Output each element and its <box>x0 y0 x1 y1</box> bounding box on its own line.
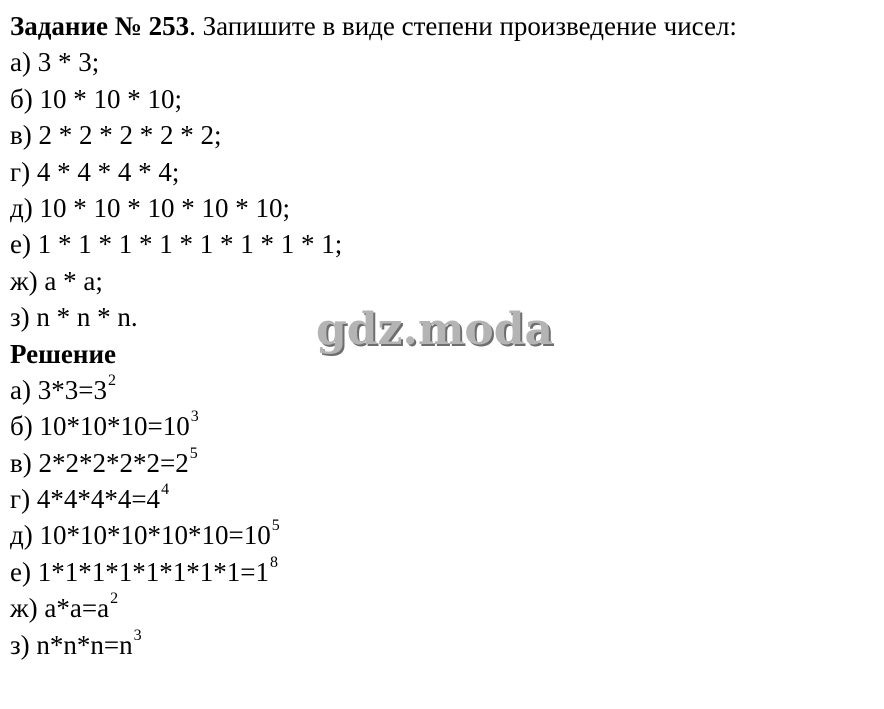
solution-item <box>10 445 880 481</box>
task-item-label: ж) <box>10 265 45 296</box>
solution-item <box>10 408 880 444</box>
task-title: Задание № 253 <box>10 11 190 41</box>
solution-item-expr: 10*10*10=10 <box>39 411 190 442</box>
solution-item-label: д) <box>10 520 40 551</box>
solution-item-label: е) <box>10 556 38 587</box>
task-header <box>10 8 880 44</box>
task-item <box>10 81 880 117</box>
solution-item-expr: n*n*n=n <box>36 629 133 660</box>
task-text: . Запишите в виде степени произведение чисел: <box>189 11 737 41</box>
task-item-label: в) <box>10 120 39 151</box>
solution-item-expr: a*a=a <box>44 593 110 624</box>
solution-item-label: а) <box>10 374 38 405</box>
task-item-label: а) <box>10 47 38 78</box>
exponent: 2 <box>110 590 119 608</box>
task-item-expr: n * n * n. <box>36 302 138 333</box>
task-item-expr: 2 * 2 * 2 * 2 * 2; <box>38 120 222 151</box>
task-item-expr: 3 * 3; <box>37 47 100 78</box>
exponent: 2 <box>107 371 116 389</box>
solution-item-label: г) <box>10 484 37 515</box>
task-item-label: г) <box>10 156 37 187</box>
exponent: 4 <box>161 481 170 499</box>
task-item <box>10 117 880 153</box>
exponent: 3 <box>133 626 142 644</box>
solution-item <box>10 590 880 626</box>
solution-item-label: з) <box>10 629 37 660</box>
solution-item-expr: 4*4*4*4=4 <box>36 484 161 515</box>
solution-heading: Решение <box>10 338 116 369</box>
task-item-expr: 10 * 10 * 10; <box>39 83 182 114</box>
task-item-expr: 10 * 10 * 10 * 10 * 10; <box>39 192 290 223</box>
solution-item <box>10 517 880 553</box>
solution-item-expr: 3*3=3 <box>37 374 107 405</box>
solution-item-label: б) <box>10 411 40 442</box>
solution-item-label: в) <box>10 447 39 478</box>
task-item-label: б) <box>10 83 40 114</box>
task-item-expr: a * a; <box>44 265 103 296</box>
exponent: 3 <box>190 408 199 426</box>
exponent: 5 <box>271 517 280 535</box>
solution-item <box>10 372 880 408</box>
task-item <box>10 44 880 80</box>
solution-item <box>10 554 880 590</box>
task-item-expr: 1 * 1 * 1 * 1 * 1 * 1 * 1 * 1; <box>37 229 343 260</box>
task-item <box>10 154 880 190</box>
task-item-label: з) <box>10 302 37 333</box>
task-item-label: е) <box>10 229 38 260</box>
task-item <box>10 190 880 226</box>
solution-item-expr: 10*10*10*10*10=10 <box>39 520 271 551</box>
task-item-label: д) <box>10 192 40 223</box>
watermark: gdz.moda <box>316 304 554 355</box>
solution-item-label: ж) <box>10 593 45 624</box>
solution-item <box>10 627 880 663</box>
solution-item <box>10 481 880 517</box>
solution-item-expr: 2*2*2*2*2=2 <box>38 447 189 478</box>
task-item-expr: 4 * 4 * 4 * 4; <box>36 156 180 187</box>
exponent: 8 <box>269 553 278 571</box>
solution-item-expr: 1*1*1*1*1*1*1*1=1 <box>37 556 269 587</box>
task-item <box>10 263 880 299</box>
task-item <box>10 226 880 262</box>
exponent: 5 <box>189 444 198 462</box>
